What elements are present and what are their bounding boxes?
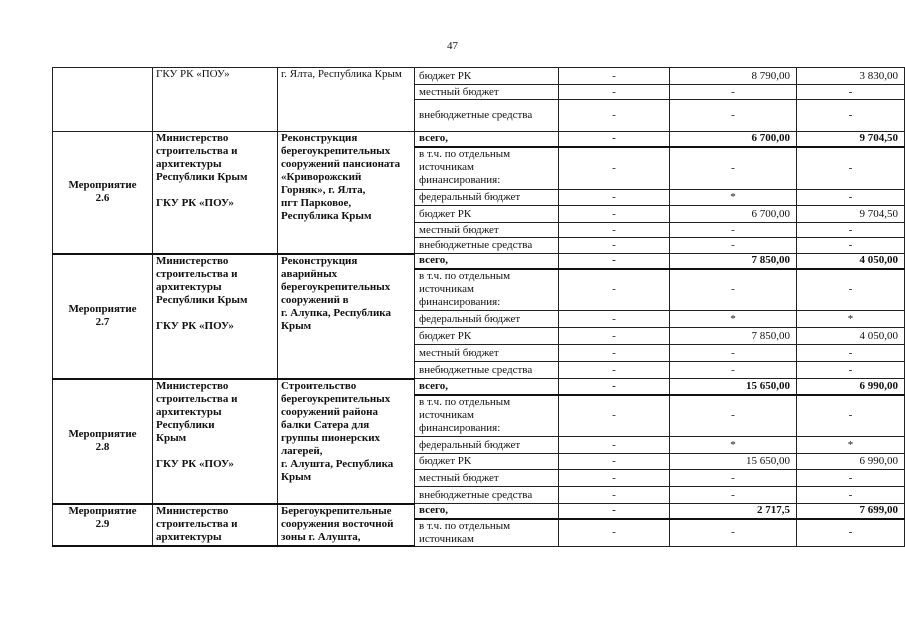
table-row xyxy=(53,379,905,395)
source-cell: всего, xyxy=(415,504,559,519)
executor-cell: Министерство строительства и архитектуры Республики Крым ГКУ РК «ПОУ» xyxy=(153,254,278,379)
source-cell: в т.ч. по отдельным источникам финансирования: xyxy=(415,147,559,190)
page-number: 47 xyxy=(447,40,458,52)
object-cell: Реконструкция аварийных берегоукрепительных сооружений в г. Алупка, Республика Крым xyxy=(278,254,415,379)
value-cell-c2: * xyxy=(670,311,797,328)
value-cell-c3: 4 050,00 xyxy=(797,254,905,269)
source-cell: бюджет РК xyxy=(415,454,559,470)
table-row xyxy=(53,504,905,519)
source-cell: внебюджетные средства xyxy=(415,100,559,132)
value-cell-c1: - xyxy=(559,206,670,223)
value-cell-c3: - xyxy=(797,85,905,100)
value-cell-c1: - xyxy=(559,437,670,454)
value-cell-c1: - xyxy=(559,132,670,147)
executor-cell: Министерство строительства и архитектуры Республики Крым ГКУ РК «ПОУ» xyxy=(153,132,278,254)
value-cell-c1: - xyxy=(559,223,670,238)
source-cell: внебюджетные средства xyxy=(415,238,559,254)
funding-table xyxy=(52,67,905,547)
value-cell-c1: - xyxy=(559,362,670,379)
value-cell-c3: 4 050,00 xyxy=(797,328,905,345)
value-cell-c2: - xyxy=(670,470,797,487)
value-cell-c2: - xyxy=(670,223,797,238)
executor-cell: ГКУ РК «ПОУ» xyxy=(153,68,278,132)
value-cell-c1: - xyxy=(559,487,670,504)
value-cell-c1: - xyxy=(559,147,670,190)
object-cell: г. Ялта, Республика Крым xyxy=(278,68,415,132)
value-cell-c1: - xyxy=(559,328,670,345)
value-cell-c1: - xyxy=(559,519,670,547)
value-cell-c2: - xyxy=(670,238,797,254)
value-cell-c2: - xyxy=(670,269,797,311)
value-cell-c2: 15 650,00 xyxy=(670,454,797,470)
source-cell: бюджет РК xyxy=(415,328,559,345)
value-cell-c1: - xyxy=(559,311,670,328)
executor-cell: Министерство строительства и архитектуры Республики Крым ГКУ РК «ПОУ» xyxy=(153,379,278,504)
value-cell-c2: - xyxy=(670,362,797,379)
value-cell-c1: - xyxy=(559,395,670,437)
value-cell-c3: 6 990,00 xyxy=(797,454,905,470)
value-cell-c3: 9 704,50 xyxy=(797,206,905,223)
source-cell: внебюджетные средства xyxy=(415,362,559,379)
value-cell-c3: - xyxy=(797,519,905,547)
table-row xyxy=(53,68,905,85)
source-cell: местный бюджет xyxy=(415,470,559,487)
value-cell-c1: - xyxy=(559,470,670,487)
value-cell-c3: - xyxy=(797,487,905,504)
source-cell: всего, xyxy=(415,132,559,147)
value-cell-c2: 7 850,00 xyxy=(670,328,797,345)
value-cell-c2: 6 700,00 xyxy=(670,206,797,223)
source-cell: всего, xyxy=(415,379,559,395)
value-cell-c3: - xyxy=(797,470,905,487)
event-cell: Мероприятие 2.8 xyxy=(53,379,153,504)
source-cell: в т.ч. по отдельным источникам финансирования: xyxy=(415,395,559,437)
value-cell-c1: - xyxy=(559,68,670,85)
source-cell: местный бюджет xyxy=(415,223,559,238)
event-cell xyxy=(53,68,153,132)
value-cell-c3: - xyxy=(797,362,905,379)
source-cell: в т.ч. по отдельным источникам финансирования: xyxy=(415,269,559,311)
value-cell-c2: - xyxy=(670,519,797,547)
value-cell-c1: - xyxy=(559,254,670,269)
table-row xyxy=(53,132,905,147)
value-cell-c2: 2 717,5 xyxy=(670,504,797,519)
value-cell-c2: 15 650,00 xyxy=(670,379,797,395)
value-cell-c2: - xyxy=(670,345,797,362)
value-cell-c1: - xyxy=(559,379,670,395)
value-cell-c2: * xyxy=(670,437,797,454)
value-cell-c1: - xyxy=(559,100,670,132)
source-cell: местный бюджет xyxy=(415,85,559,100)
source-cell: местный бюджет xyxy=(415,345,559,362)
value-cell-c3: - xyxy=(797,100,905,132)
event-cell: Мероприятие 2.9 xyxy=(53,504,153,547)
value-cell-c2: - xyxy=(670,487,797,504)
object-cell: Берегоукрепительные сооружения восточной зоны г. Алушта, xyxy=(278,504,415,547)
value-cell-c3: 7 699,00 xyxy=(797,504,905,519)
value-cell-c2: - xyxy=(670,85,797,100)
value-cell-c3: * xyxy=(797,311,905,328)
value-cell-c2: - xyxy=(670,395,797,437)
value-cell-c2: 7 850,00 xyxy=(670,254,797,269)
object-cell: Строительство берегоукрепительных сооружений района балки Сатера для группы пионерских лагерей, г. Алушта, Республика Крым xyxy=(278,379,415,504)
event-cell: Мероприятие 2.6 xyxy=(53,132,153,254)
table-row xyxy=(53,254,905,269)
value-cell-c3: - xyxy=(797,395,905,437)
value-cell-c2: - xyxy=(670,147,797,190)
value-cell-c2: 6 700,00 xyxy=(670,132,797,147)
value-cell-c3: 6 990,00 xyxy=(797,379,905,395)
value-cell-c3: - xyxy=(797,223,905,238)
funding-table-body xyxy=(53,68,905,547)
value-cell-c1: - xyxy=(559,85,670,100)
value-cell-c3: - xyxy=(797,190,905,206)
value-cell-c3: - xyxy=(797,345,905,362)
source-cell: бюджет РК xyxy=(415,206,559,223)
value-cell-c3: 9 704,50 xyxy=(797,132,905,147)
value-cell-c2: * xyxy=(670,190,797,206)
value-cell-c3: * xyxy=(797,437,905,454)
value-cell-c2: 8 790,00 xyxy=(670,68,797,85)
value-cell-c3: - xyxy=(797,269,905,311)
value-cell-c1: - xyxy=(559,504,670,519)
source-cell: в т.ч. по отдельным источникам xyxy=(415,519,559,547)
object-cell: Реконструкция берегоукрепительных сооружений пансионата «Криворожский Горняк», г. Ялта, пгт Парковое, Республика Крым xyxy=(278,132,415,254)
value-cell-c3: - xyxy=(797,147,905,190)
source-cell: внебюджетные средства xyxy=(415,487,559,504)
value-cell-c1: - xyxy=(559,238,670,254)
source-cell: федеральный бюджет xyxy=(415,311,559,328)
value-cell-c2: - xyxy=(670,100,797,132)
value-cell-c1: - xyxy=(559,345,670,362)
source-cell: бюджет РК xyxy=(415,68,559,85)
executor-cell: Министерство строительства и архитектуры xyxy=(153,504,278,547)
value-cell-c3: 3 830,00 xyxy=(797,68,905,85)
source-cell: федеральный бюджет xyxy=(415,190,559,206)
event-cell: Мероприятие 2.7 xyxy=(53,254,153,379)
value-cell-c3: - xyxy=(797,238,905,254)
value-cell-c1: - xyxy=(559,454,670,470)
value-cell-c1: - xyxy=(559,190,670,206)
source-cell: всего, xyxy=(415,254,559,269)
source-cell: федеральный бюджет xyxy=(415,437,559,454)
value-cell-c1: - xyxy=(559,269,670,311)
